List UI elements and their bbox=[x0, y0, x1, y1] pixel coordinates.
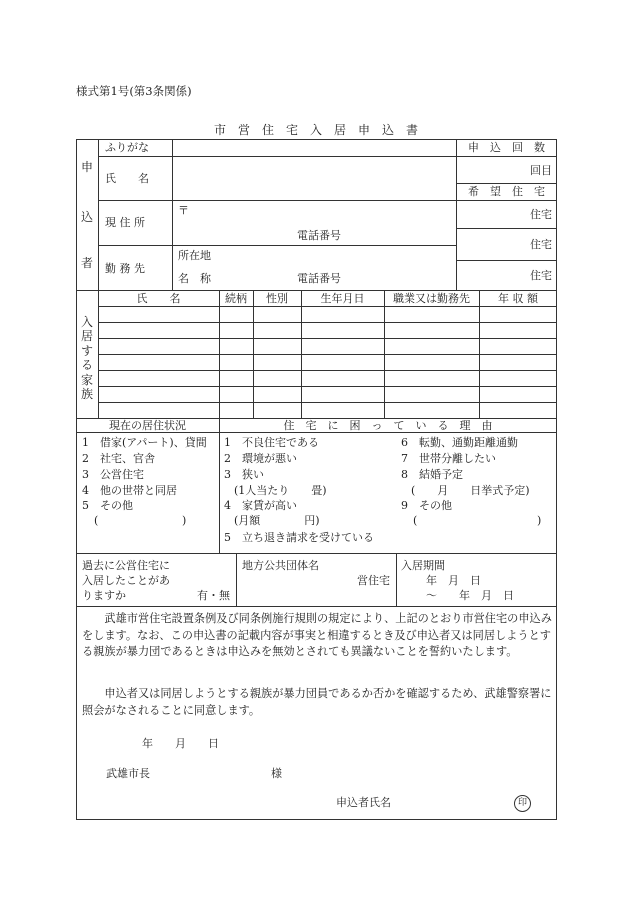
past-question-line-1: 過去に公営住宅に bbox=[82, 559, 170, 572]
living-item-2: 2 社宅、官舎 bbox=[82, 452, 155, 465]
line bbox=[98, 402, 557, 403]
line bbox=[98, 370, 557, 371]
trouble-item-5: 5 立ち退き請求を受けている bbox=[224, 531, 374, 544]
mayor-label: 武雄市長 bbox=[106, 767, 150, 780]
gov-housing-unit: 営住宅 bbox=[357, 574, 390, 587]
trouble-header: 住 宅 に 困 っ て い る 理 由 bbox=[283, 419, 493, 432]
line bbox=[219, 290, 220, 418]
line bbox=[98, 290, 99, 418]
trouble-item-7: 7 世帯分離したい bbox=[401, 452, 496, 465]
desired-housing-label: 希 望 住 宅 bbox=[468, 185, 545, 198]
line bbox=[236, 553, 237, 606]
family-header-relation: 続柄 bbox=[225, 292, 247, 305]
trouble-item-6: 6 転勤、通勤距離通勤 bbox=[401, 436, 518, 449]
name-label: 氏 名 bbox=[105, 172, 149, 185]
line bbox=[98, 354, 557, 355]
line bbox=[219, 418, 220, 553]
line bbox=[98, 139, 99, 290]
address-label: 現 住 所 bbox=[105, 216, 145, 229]
applicant-side-label-3: 者 bbox=[81, 256, 94, 270]
period-end: 〜 年 月 日 bbox=[426, 589, 514, 602]
line bbox=[76, 290, 557, 291]
line bbox=[456, 260, 557, 261]
line bbox=[76, 432, 557, 433]
trouble-item-8: 8 結婚予定 bbox=[401, 468, 463, 481]
desired-housing-unit-2: 住宅 bbox=[530, 238, 552, 251]
living-paren-close: ) bbox=[182, 514, 187, 527]
line bbox=[456, 156, 557, 157]
line bbox=[253, 290, 254, 418]
line bbox=[76, 553, 557, 554]
past-answer: 有・無 bbox=[197, 589, 230, 602]
trouble-item-3: 3 狭い bbox=[224, 468, 264, 481]
past-question-line-2: 入居したことがあ bbox=[82, 574, 170, 587]
declaration-paragraph-2: 申込者又は同居しようとする親族が暴力団員であるか否かを確認するため、武雄警察署に照会がなされることに同意します。 bbox=[82, 687, 552, 717]
trouble-paren-close: ) bbox=[537, 514, 542, 527]
line bbox=[172, 139, 173, 290]
desired-housing-unit-1: 住宅 bbox=[530, 208, 552, 221]
line bbox=[396, 553, 397, 606]
line bbox=[76, 606, 557, 607]
application-count-label: 申 込 回 数 bbox=[468, 141, 545, 154]
line bbox=[98, 338, 557, 339]
family-header-birthdate: 生年月日 bbox=[320, 292, 365, 305]
trouble-item-8-detail: ( 月 日挙式予定) bbox=[411, 484, 530, 497]
family-header-occupation: 職業又は勤務先 bbox=[393, 292, 470, 305]
line bbox=[456, 200, 557, 201]
family-header-income: 年 収 額 bbox=[498, 292, 538, 305]
trouble-item-2: 2 環境が悪い bbox=[224, 452, 297, 465]
trouble-item-9: 9 その他 bbox=[401, 499, 452, 512]
line bbox=[479, 290, 480, 418]
trouble-item-1: 1 不良住宅である bbox=[224, 436, 319, 449]
family-side-label: 入居する家族 bbox=[80, 315, 93, 401]
work-label: 勤 務 先 bbox=[105, 262, 145, 275]
declaration-paragraph-1: 武雄市営住宅設置条例及び同条例施行規則の規定により、上記のとおり市営住宅の申込みをします。なお、この申込書の記載内容が事実と相違するとき及び申込者又は同居しようとする親族が暴力団であるときは申込みを無効とされても異議ないことを誓約いたします。 bbox=[82, 612, 552, 658]
line bbox=[98, 156, 456, 157]
living-item-5: 5 その他 bbox=[82, 499, 133, 512]
period-label: 入居期間 bbox=[401, 559, 445, 572]
period-start: 年 月 日 bbox=[426, 574, 481, 587]
gov-name-label: 地方公共団体名 bbox=[242, 559, 319, 572]
line bbox=[456, 228, 557, 229]
line bbox=[301, 290, 302, 418]
work-phone-label: 電話番号 bbox=[297, 272, 341, 285]
honorific: 様 bbox=[271, 767, 282, 780]
desired-housing-unit-3: 住宅 bbox=[530, 269, 552, 282]
work-location-label: 所在地 bbox=[178, 249, 211, 262]
declaration-date: 年 月 日 bbox=[142, 737, 219, 750]
family-header-name: 氏 名 bbox=[136, 292, 181, 305]
line bbox=[98, 386, 557, 387]
line bbox=[98, 245, 456, 246]
trouble-item-4-detail: (月額 円) bbox=[234, 514, 320, 527]
seal-mark: 印 bbox=[514, 795, 531, 812]
form-number: 様式第1号(第3条関係) bbox=[76, 84, 192, 98]
work-name-label: 名 称 bbox=[178, 272, 211, 285]
line bbox=[98, 306, 557, 307]
postal-mark: 〒 bbox=[178, 204, 189, 217]
applicant-name-label: 申込者氏名 bbox=[336, 796, 391, 809]
furigana-label: ふりがな bbox=[105, 141, 149, 154]
line bbox=[98, 200, 456, 201]
living-item-3: 3 公営住宅 bbox=[82, 468, 144, 481]
applicant-side-label-1: 申 bbox=[81, 160, 94, 174]
living-item-4: 4 他の世帯と同居 bbox=[82, 484, 177, 497]
trouble-item-3-detail: (1人当たり 畳) bbox=[234, 484, 327, 497]
living-item-1: 1 借家(アパート)、貸間 bbox=[82, 436, 207, 449]
trouble-paren-open: ( bbox=[413, 514, 418, 527]
past-question-line-3: りますか bbox=[82, 589, 126, 602]
page-title: 市 営 住 宅 入 居 申 込 書 bbox=[213, 123, 418, 137]
family-header-sex: 性別 bbox=[266, 292, 288, 305]
living-paren-open: ( bbox=[94, 514, 99, 527]
line bbox=[98, 322, 557, 323]
trouble-item-4: 4 家賃が高い bbox=[224, 499, 297, 512]
line bbox=[456, 183, 557, 184]
living-header: 現在の居住状況 bbox=[109, 419, 186, 432]
line bbox=[384, 290, 385, 418]
application-count-unit: 回目 bbox=[530, 164, 552, 177]
applicant-side-label-2: 込 bbox=[81, 210, 94, 224]
phone-label: 電話番号 bbox=[297, 229, 341, 242]
